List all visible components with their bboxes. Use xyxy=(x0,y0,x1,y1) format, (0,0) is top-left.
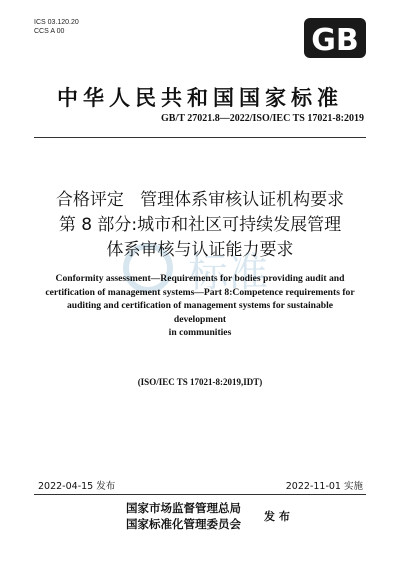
watermark-text: 标准 xyxy=(188,250,268,296)
footer-divider xyxy=(34,494,366,495)
adoption-note: (ISO/IEC TS 17021-8:2019,IDT) xyxy=(137,377,263,387)
issue-date: 2022-04-15 发布 xyxy=(38,481,116,492)
standard-category: 中华人民共和国国家标准 xyxy=(57,85,343,110)
logo-text: GB xyxy=(311,23,359,58)
issuing-authorities xyxy=(126,500,241,532)
header-divider xyxy=(34,137,366,138)
title-cn-line-1: 合格评定 管理体系审核认证机构要求 xyxy=(55,190,345,210)
title-english xyxy=(44,272,356,340)
issuer-sac: 国家标准化管理委员会 xyxy=(126,517,241,531)
title-en-line-2: certification of management systems—Part 8:Competence requirements for xyxy=(45,286,355,298)
standard-code: GB/T 27021.8—2022/ISO/IEC TS 17021-8:2019 xyxy=(161,113,364,124)
ics-code: ICS 03.120.20 xyxy=(34,19,79,26)
title-en-line-3: auditing and certification of management systems for sustainable development xyxy=(66,300,334,325)
publish-label: 发 布 xyxy=(264,510,290,523)
title-en-line-1: Conformity assessment—Requirements for bodies providing audit and xyxy=(55,273,345,284)
issuer-samr: 国家市场监督管理总局 xyxy=(126,501,241,515)
title-chinese xyxy=(0,188,400,263)
title-cn-line-3: 体系审核与认证能力要求 xyxy=(106,240,294,260)
title-en-line-4: in communities xyxy=(168,327,232,338)
title-cn-line-2: 第 8 部分:城市和社区可持续发展管理 xyxy=(58,215,342,235)
ccs-code: CCS A 00 xyxy=(34,28,65,35)
ics-classification xyxy=(34,18,79,36)
implement-date: 2022-11-01 实施 xyxy=(285,481,363,492)
gb-logo-icon xyxy=(304,18,366,58)
